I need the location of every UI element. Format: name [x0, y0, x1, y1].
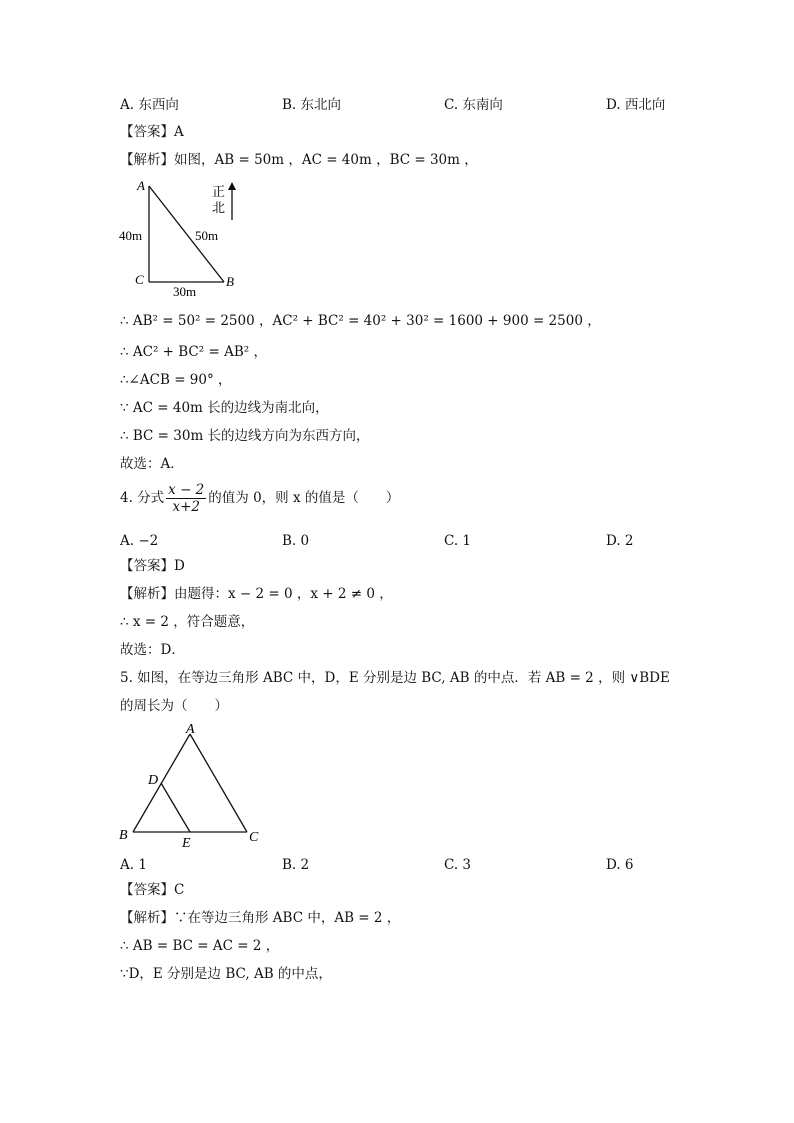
q5-option-c: C. 3 [444, 857, 472, 873]
q3-label-a: A [137, 178, 145, 193]
q4-step-3: 故选：D． [120, 642, 185, 658]
q4-step-1: 【解析】由题得：x − 2 = 0 ，x + 2 ≠ 0 ， [120, 586, 393, 602]
q3-step-3: ∴∠ACB = 90° ， [120, 372, 232, 388]
q4-suffix: 的值为 0，则 x 的值是（ ） [208, 490, 400, 506]
north-label-1: 正 [212, 184, 226, 199]
q3-option-a: A. 东西向 [120, 97, 179, 113]
q3-option-c: C. 东南向 [444, 97, 503, 113]
q3-label-c: C [135, 272, 144, 287]
q4-step-2: ∴ x = 2 ，符合题意， [120, 614, 255, 630]
q4-numerator: x − 2 [168, 482, 205, 498]
q4-answer: 【答案】D [120, 558, 185, 574]
q5-step-3: ∵D，E 分别是边 BC, AB 的中点， [120, 966, 332, 982]
q3-step-2: ∴ AC² + BC² = AB² ， [120, 344, 267, 360]
q4-stem [120, 482, 399, 515]
q4-option-c: C. 1 [444, 533, 472, 549]
q3-step-6: 故选：A． [120, 456, 184, 472]
q5-step-1: 【解析】∵在等边三角形 ABC 中，AB = 2 ， [120, 910, 401, 926]
q5-label-b: B [119, 828, 128, 843]
q5-label-d: D [148, 773, 159, 788]
q5-option-d: D. 6 [606, 857, 634, 873]
q3-label-hyp: 50m [195, 228, 219, 243]
q3-answer: 【答案】A [120, 124, 184, 140]
q5-option-b: B. 2 [282, 857, 310, 873]
q5-label-e: E [182, 836, 191, 851]
q4-prefix: 4. 分式 [120, 490, 165, 506]
q3-label-b: B [226, 274, 234, 289]
q5-label-c: C [249, 830, 259, 845]
north-arrowhead-icon [228, 182, 236, 190]
q4-fraction [166, 482, 206, 515]
q5-label-a: A [186, 722, 195, 737]
q3-label-left: 40m [119, 228, 143, 243]
q3-option-d: D. 西北向 [606, 97, 666, 113]
q5-stem-line1: 5. 如图，在等边三角形 ABC 中，D，E 分别是边 BC, AB 的中点．若 AB = 2 ，则 ∨BDE [120, 670, 670, 686]
q5-answer: 【答案】C [120, 882, 185, 898]
q3-option-b: B. 东北向 [282, 97, 342, 113]
q5-stem-line2: 的周长为（ ） [120, 698, 228, 714]
q4-option-d: D. 2 [606, 533, 634, 549]
q4-option-b: B. 0 [282, 533, 310, 549]
q3-analysis-head: 【解析】如图，AB = 50m ，AC = 40m ，BC = 30m ， [120, 152, 478, 168]
q3-step-5: ∴ BC = 30m 长的边线方向为东西方向， [120, 428, 370, 444]
q5-option-a: A. 1 [120, 857, 147, 873]
q4-denominator: x+2 [172, 499, 200, 515]
q4-option-a: A. −2 [120, 533, 159, 549]
q3-triangle-figure [115, 176, 255, 300]
q3-label-bottom: 30m [173, 284, 197, 299]
north-label-2: 北 [212, 200, 226, 215]
q5-triangle-figure [115, 720, 275, 852]
q3-step-1: ∴ AB² = 50² = 2500 ，AC² + BC² = 40² + 30² = 1600 + 900 = 2500 ， [120, 313, 601, 329]
q3-step-4: ∵ AC = 40m 长的边线为南北向， [120, 400, 329, 416]
q5-step-2: ∴ AB = BC = AC = 2 ， [120, 938, 280, 954]
